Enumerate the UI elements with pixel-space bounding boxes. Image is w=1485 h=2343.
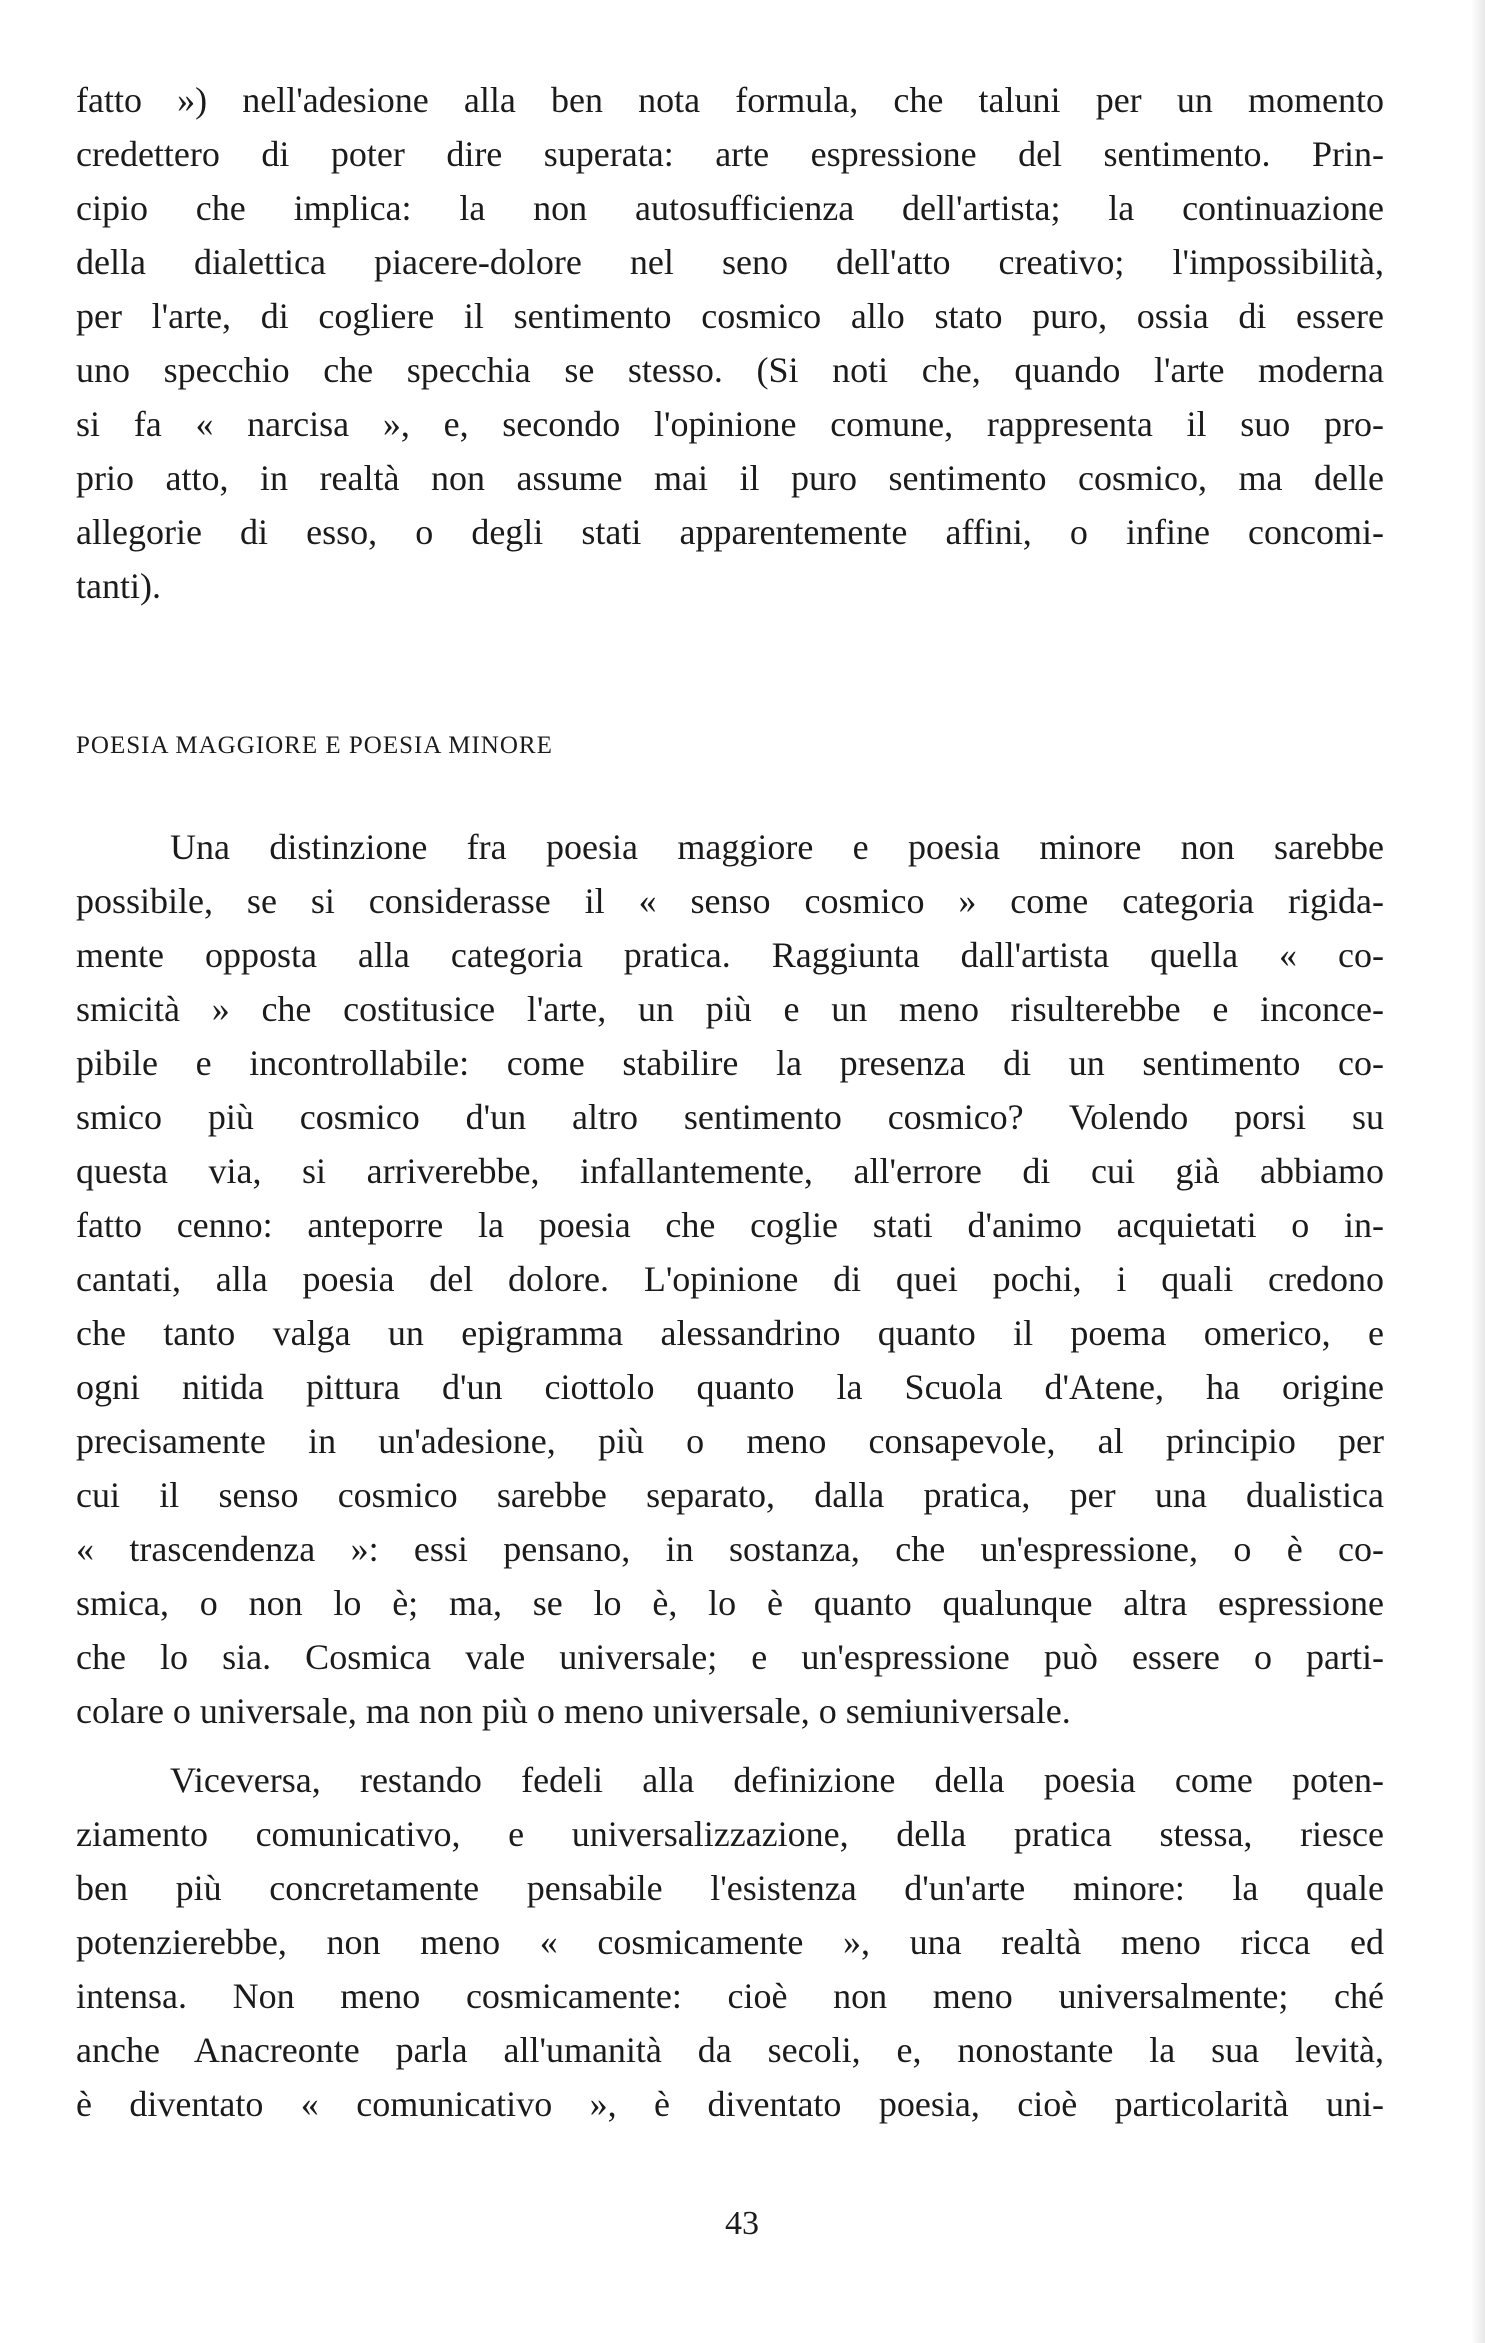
text-line: è diventato « comunicativo », è diventato poesia, cioè particolarità uni- xyxy=(76,2084,1384,2124)
text-line: « trascendenza »: essi pensano, in sostanza, che un'espressione, o è co- xyxy=(76,1529,1384,1569)
text-line: pibile e incontrollabile: come stabilire la presenza di un sentimento co- xyxy=(76,1043,1384,1083)
text-line: che tanto valga un epigramma alessandrino quanto il poema omerico, e xyxy=(76,1313,1384,1353)
text-line: intensa. Non meno cosmicamente: cioè non meno universalmente; ché xyxy=(76,1976,1384,2016)
text-line: tanti). xyxy=(76,566,161,606)
text-line: anche Anacreonte parla all'umanità da secoli, e, nonostante la sua levità, xyxy=(76,2030,1384,2070)
text-line: che lo sia. Cosmica vale universale; e un'espressione può essere o parti- xyxy=(76,1637,1384,1677)
text-line: possibile, se si considerasse il « senso cosmico » come categoria rigida- xyxy=(76,881,1384,921)
text-line: smica, o non lo è; ma, se lo è, lo è quanto qualunque altra espressione xyxy=(76,1583,1384,1623)
text-line: uno specchio che specchia se stesso. (Si noti che, quando l'arte moderna xyxy=(76,350,1384,390)
text-line: allegorie di esso, o degli stati apparentemente affini, o infine concomi- xyxy=(76,512,1384,552)
text-line: cui il senso cosmico sarebbe separato, dalla pratica, per una dualistica xyxy=(76,1475,1384,1515)
text-line: ziamento comunicativo, e universalizzazione, della pratica stessa, riesce xyxy=(76,1814,1384,1854)
text-line: colare o universale, ma non più o meno universale, o semiuniversale. xyxy=(76,1691,1071,1731)
text-line: potenzierebbe, non meno « cosmicamente », una realtà meno ricca ed xyxy=(76,1922,1384,1962)
text-line: precisamente in un'adesione, più o meno consapevole, al principio per xyxy=(76,1421,1384,1461)
text-line: della dialettica piacere-dolore nel seno dell'atto creativo; l'impossibilità, xyxy=(76,242,1384,282)
text-line: questa via, si arriverebbe, infallantemente, all'errore di cui già abbiamo xyxy=(76,1151,1384,1191)
text-line: cipio che implica: la non autosufficienza dell'artista; la continuazione xyxy=(76,188,1384,228)
text-line: fatto ») nell'adesione alla ben nota formula, che taluni per un momento xyxy=(76,80,1384,120)
paragraph-first-line: Una distinzione fra poesia maggiore e poesia minore non sarebbe xyxy=(170,827,1384,867)
text-line: si fa « narcisa », e, secondo l'opinione comune, rappresenta il suo pro- xyxy=(76,404,1384,444)
paragraph-first-line: Viceversa, restando fedeli alla definizione della poesia come poten- xyxy=(170,1760,1384,1800)
text-line: ben più concretamente pensabile l'esistenza d'un'arte minore: la quale xyxy=(76,1868,1384,1908)
text-line: ogni nitida pittura d'un ciottolo quanto la Scuola d'Atene, ha origine xyxy=(76,1367,1384,1407)
text-line: smicità » che costitusice l'arte, un più e un meno risulterebbe e inconce- xyxy=(76,989,1384,1029)
text-line: smico più cosmico d'un altro sentimento cosmico? Volendo porsi su xyxy=(76,1097,1384,1137)
text-line: per l'arte, di cogliere il sentimento cosmico allo stato puro, ossia di essere xyxy=(76,296,1384,336)
section-heading: POESIA MAGGIORE E POESIA MINORE xyxy=(76,732,553,759)
page-number: 43 xyxy=(725,2205,759,2242)
text-line: cantati, alla poesia del dolore. L'opinione di quei pochi, i quali credono xyxy=(76,1259,1384,1299)
scan-edge-shadow xyxy=(1471,0,1485,2343)
text-line: credettero di poter dire superata: arte espressione del sentimento. Prin- xyxy=(76,134,1384,174)
text-line: mente opposta alla categoria pratica. Raggiunta dall'artista quella « co- xyxy=(76,935,1384,975)
text-line: fatto cenno: anteporre la poesia che coglie stati d'animo acquietati o in- xyxy=(76,1205,1384,1245)
text-line: prio atto, in realtà non assume mai il puro sentimento cosmico, ma delle xyxy=(76,458,1384,498)
